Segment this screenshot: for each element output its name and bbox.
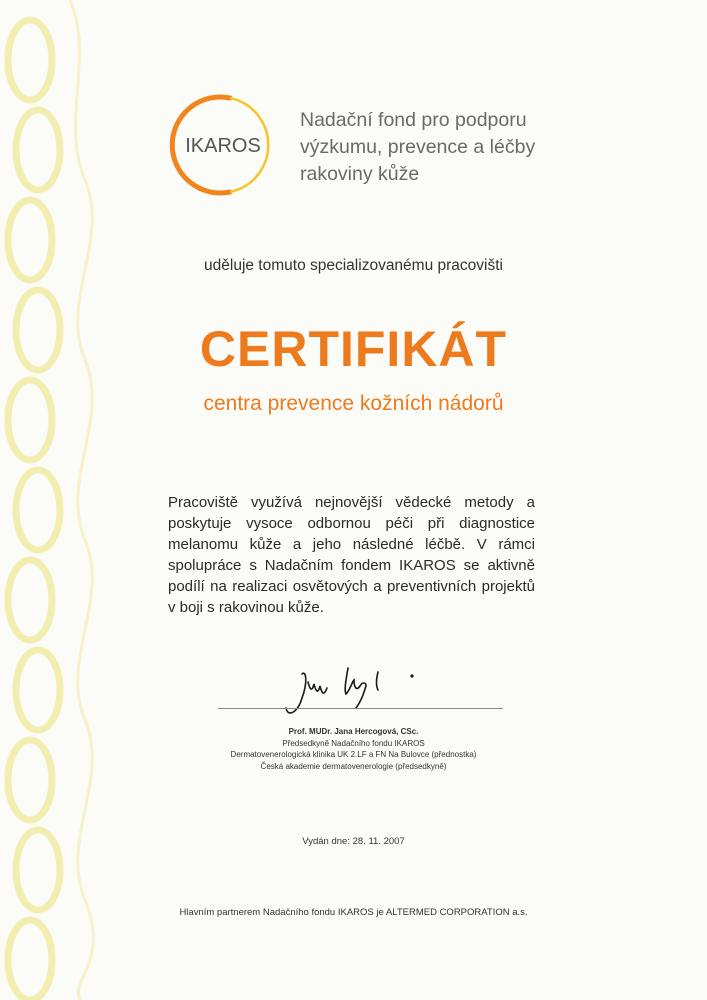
grants-line: uděluje tomuto specializovanému pracovišti bbox=[204, 257, 503, 274]
signer-name: Prof. MUDr. Jana Hercogová, CSc. bbox=[288, 727, 419, 736]
foundation-name-line: Nadační fond pro podporu bbox=[300, 109, 527, 131]
partner-line: Hlavním partnerem Nadačního fondu IKAROS je ALTERMED CORPORATION a.s. bbox=[179, 907, 528, 918]
signature-line bbox=[218, 708, 503, 709]
foundation-name-line: rakoviny kůže bbox=[300, 163, 420, 185]
issue-date: Vydán dne: 28. 11. 2007 bbox=[302, 836, 405, 847]
signature bbox=[280, 660, 450, 720]
signer-role: Předsedkyně Nadačního fondu IKAROS bbox=[282, 738, 425, 748]
certificate-title: CERTIFIKÁT bbox=[199, 321, 508, 377]
ikaros-logo bbox=[168, 90, 278, 200]
signer-role: Dermatovenerologická klinika UK 2.LF a FN Na Bulovce (přednostka) bbox=[230, 750, 477, 759]
certificate-subtitle: centra prevence kožních nádorů bbox=[203, 392, 504, 415]
foundation-name bbox=[300, 107, 560, 188]
signer-role: Česká akademie dermatovenerologie (předsedkyně) bbox=[260, 761, 447, 771]
certificate-body: Pracoviště využívá nejnovější vědecké metody a poskytuje vysoce odbornou péči při diagnostice melanomu kůže a jeho následné léčbě. V rámci spolupráce s Nadačním fondem IKAROS se aktivně podílí na realizaci osvětových a preventivních projektů v boji s rakovinou kůže. bbox=[168, 494, 535, 616]
logo-name: IKAROS bbox=[185, 135, 261, 157]
foundation-name-line: výzkumu, prevence a léčby bbox=[300, 136, 536, 158]
signer-block bbox=[0, 726, 707, 772]
decorative-border bbox=[0, 0, 120, 1000]
